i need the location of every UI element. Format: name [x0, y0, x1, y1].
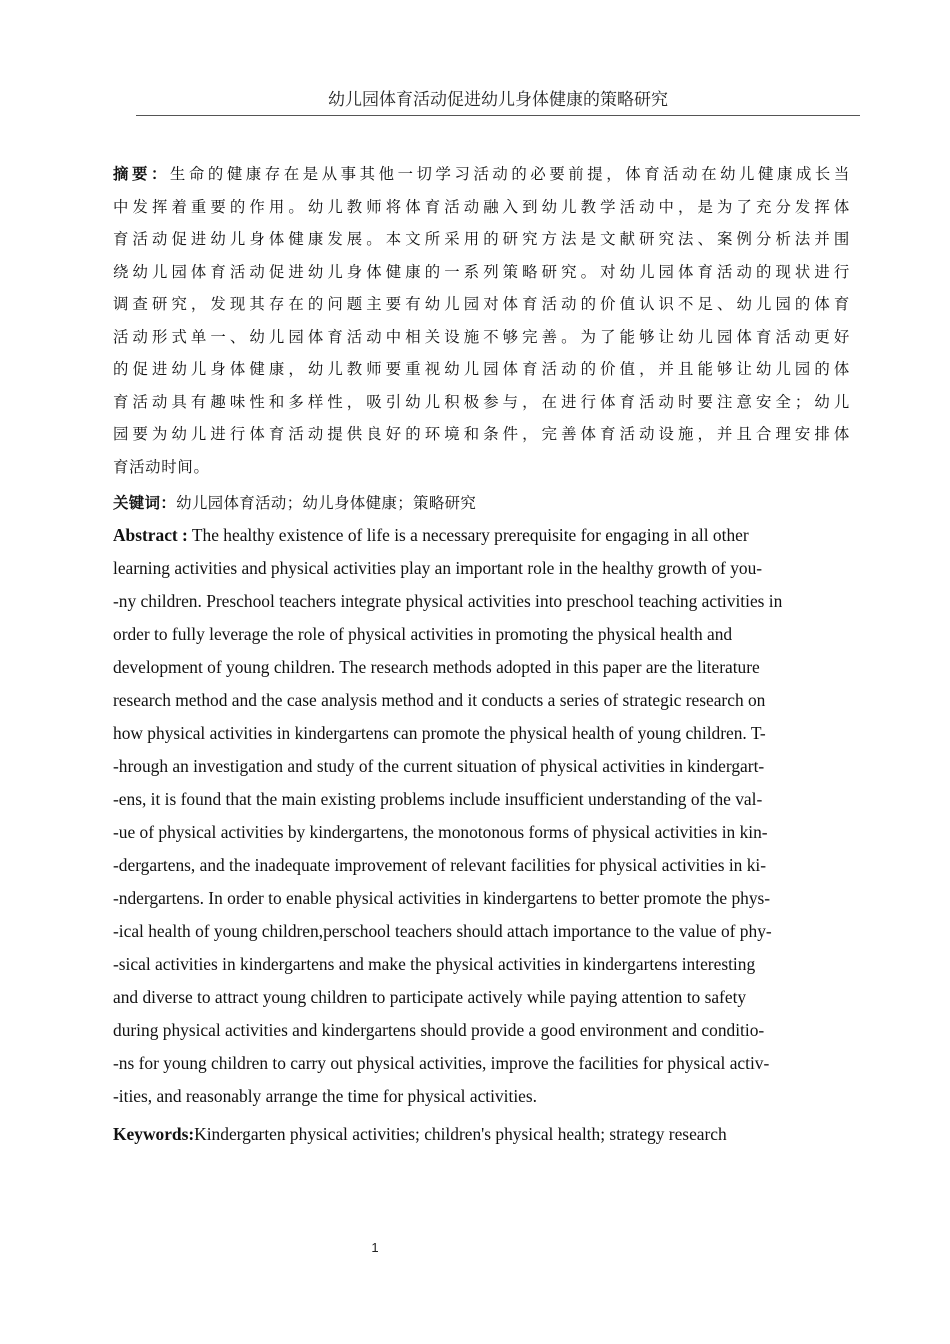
- english-abstract-line: -ny children. Preschool teachers integrate physical activities into preschool teaching activities in: [113, 591, 783, 611]
- english-abstract-line: -sical activities in kindergartens and make the physical activities in kindergartens interesting: [113, 954, 756, 974]
- english-keywords-label: Keywords:: [113, 1124, 195, 1144]
- english-abstract-line: Abstract : The healthy existence of life is a necessary prerequisite for engaging in all other: [113, 525, 749, 545]
- chinese-abstract-line: 活动形式单一、幼儿园体育活动中相关设施不够完善。为了能够让幼儿园体育活动更好: [113, 327, 850, 346]
- chinese-keywords-label: 关键词：: [113, 494, 177, 512]
- english-keywords: [113, 1119, 727, 1149]
- chinese-abstract-line: 调查研究，发现其存在的问题主要有幼儿园对体育活动的价值认识不足、幼儿园的体育: [113, 295, 850, 313]
- english-abstract-line: -ndergartens. In order to enable physical activities in kindergartens to better promote the phys-: [113, 888, 771, 908]
- english-abstract-line: -ities, and reasonably arrange the time for physical activities.: [113, 1086, 537, 1106]
- english-keywords-text: Kindergarten physical activities; children's physical health; strategy research: [194, 1124, 727, 1144]
- english-abstract-line: -ens, it is found that the main existing problems include insufficient understanding of the val-: [113, 789, 763, 809]
- english-abstract-line: research method and the case analysis method and it conducts a series of strategic research on: [113, 690, 766, 710]
- chinese-abstract-line: 育活动促进幼儿身体健康发展。本文所采用的研究方法是文献研究法、案例分析法并围: [113, 230, 850, 248]
- english-abstract-line: -ical health of young children,perschool teachers should attach importance to the value of phy-: [113, 921, 772, 941]
- english-abstract-line: during physical activities and kindergartens should provide a good environment and conditio-: [113, 1020, 765, 1040]
- english-abstract-line: -ns for young children to carry out physical activities, improve the facilities for physical activ-: [113, 1053, 770, 1073]
- chinese-abstract-line: 摘要：生命的健康存在是从事其他一切学习活动的必要前提，体育活动在幼儿健康成长当: [113, 165, 850, 183]
- chinese-abstract-line: 育活动时间。: [113, 457, 210, 476]
- english-abstract-line: development of young children. The research methods adopted in this paper are the literature: [113, 657, 760, 677]
- english-abstract-line: how physical activities in kindergartens can promote the physical health of young children. T-: [113, 723, 766, 743]
- header-rule: [136, 115, 860, 116]
- running-header-title: 幼儿园体育活动促进幼儿身体健康的策略研究: [328, 90, 668, 110]
- chinese-abstract-line: 中发挥着重要的作用。幼儿教师将体育活动融入到幼儿教学活动中，是为了充分发挥体: [113, 197, 850, 216]
- chinese-keywords-text: 幼儿园体育活动；幼儿身体健康；策略研究: [176, 494, 477, 512]
- english-abstract-line: and diverse to attract young children to participate actively while paying attention to safety: [113, 987, 747, 1007]
- chinese-abstract-line: 绕幼儿园体育活动促进幼儿身体健康的一系列策略研究。对幼儿园体育活动的现状进行: [113, 262, 850, 281]
- english-abstract-line: -ue of physical activities by kindergartens, the monotonous forms of physical activities in kin-: [113, 822, 768, 842]
- english-abstract: [113, 519, 850, 1113]
- page-number: 1: [371, 1240, 379, 1255]
- chinese-abstract-label: 摘要：: [113, 165, 170, 183]
- english-abstract-line: order to fully leverage the role of physical activities in promoting the physical health and: [113, 624, 733, 644]
- chinese-abstract-line: 育活动具有趣味性和多样性，吸引幼儿积极参与，在进行体育活动时要注意安全；幼儿: [113, 392, 850, 411]
- chinese-keywords: [113, 488, 476, 518]
- english-abstract-line: -hrough an investigation and study of the current situation of physical activities in kindergart-: [113, 756, 765, 776]
- chinese-abstract: [113, 158, 850, 483]
- english-abstract-line: -dergartens, and the inadequate improvement of relevant facilities for physical activities in ki-: [113, 855, 767, 875]
- chinese-abstract-line: 的促进幼儿身体健康，幼儿教师要重视幼儿园体育活动的价值，并且能够让幼儿园的体: [113, 360, 850, 378]
- english-abstract-label: Abstract :: [113, 525, 188, 545]
- english-abstract-line: learning activities and physical activities play an important role in the healthy growth of you-: [113, 558, 763, 578]
- chinese-abstract-line: 园要为幼儿进行体育活动提供良好的环境和条件，完善体育活动设施，并且合理安排体: [113, 425, 850, 443]
